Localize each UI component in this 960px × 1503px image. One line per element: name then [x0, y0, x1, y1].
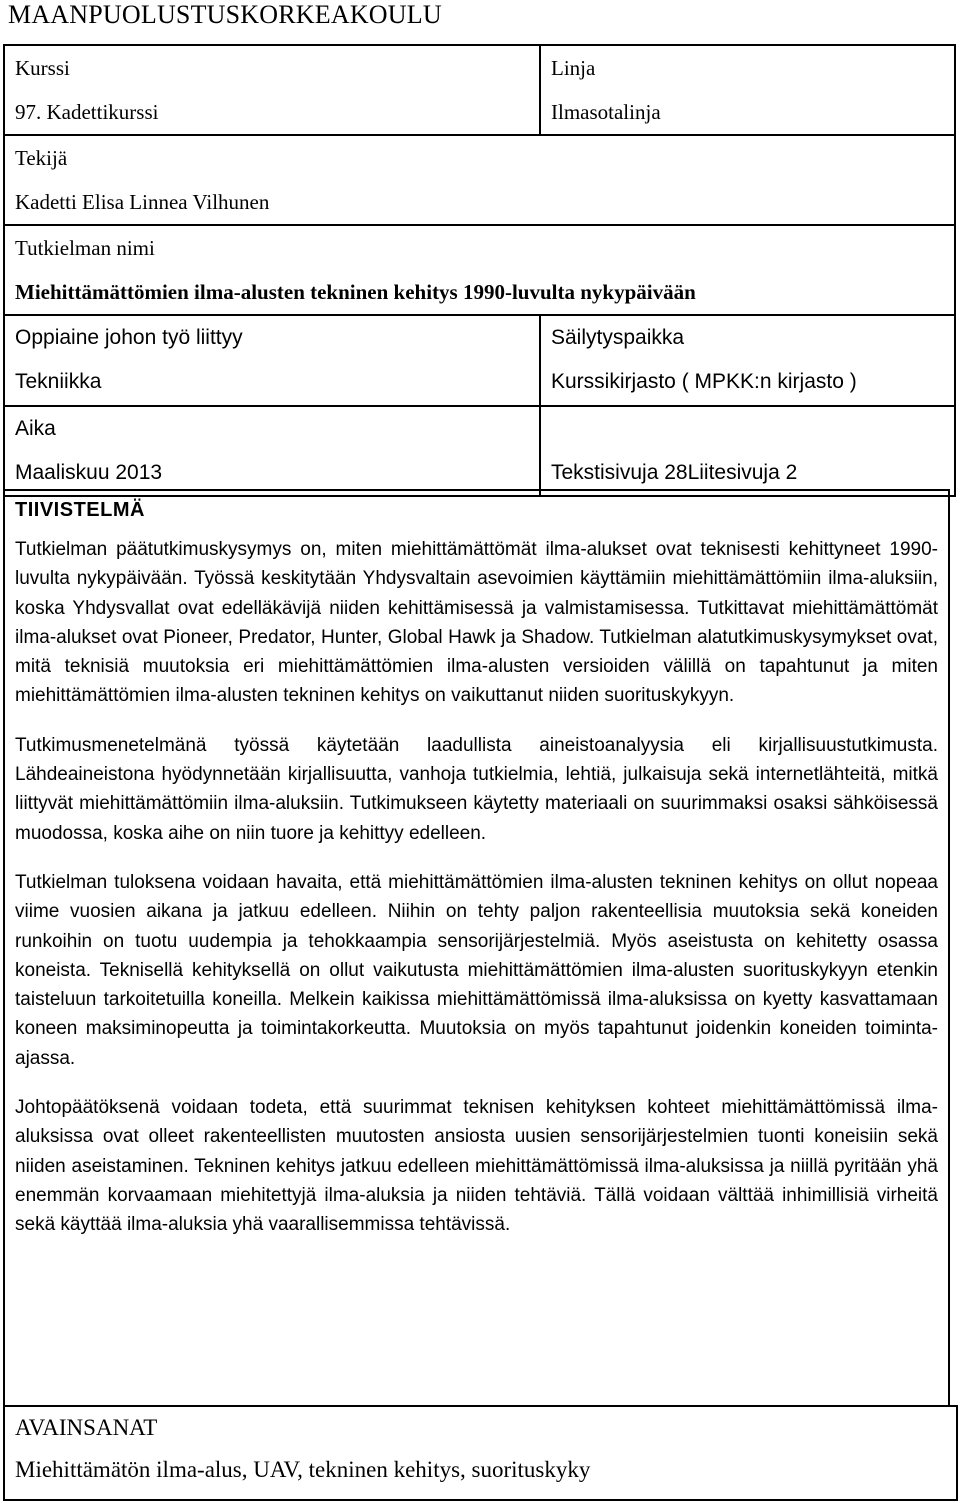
course-value: 97. Kadettikurssi	[15, 100, 159, 124]
storage-cell	[540, 315, 955, 406]
author-value: Kadetti Elisa Linnea Vilhunen	[15, 190, 270, 214]
course-label: Kurssi	[15, 56, 70, 80]
time-cell	[4, 406, 540, 496]
author-label: Tekijä	[15, 146, 68, 170]
thesis-title-value: Miehittämättömien ilma-alusten tekninen kehitys 1990-luvulta nykypäivään	[15, 280, 696, 304]
abstract-title: TIIVISTELMÄ	[15, 499, 145, 521]
subject-label: Oppiaine johon työ liittyy	[15, 326, 243, 349]
course-cell	[4, 45, 540, 135]
pages-cell	[540, 406, 955, 496]
line-cell	[540, 45, 955, 135]
abstract-paragraph: Tutkimusmenetelmänä työssä käytetään laadullista aineistoanalyysia eli kirjallisuustutkimusta. Lähdeaineistona hyödynnetään kirjallisuutta, vanhoja tutkielmia, lehtiä, julkaisuja sekä internetlähteitä, mitkä liittyvät miehittämättömiin ilma-aluksiin. Tutkimukseen käytetty materiaali on suurimmaksi osaksi sähköisessä muodossa, koska aihe on niin tuore ja kehittyy edelleen.	[15, 734, 938, 844]
subject-cell	[4, 315, 540, 406]
time-value: Maaliskuu 2013	[15, 461, 163, 484]
subject-value: Tekniikka	[15, 370, 102, 393]
abstract-paragraph: Johtopäätöksenä voidaan todeta, että suurimmat teknisen kehityksen kohteet miehittämättömissä ilma-aluksissa ovat olleet rakenteellisten muutosten ansiosta uusien sensorijärjestelmien tuonti koneisiin sekä niiden aseistaminen. Tekninen kehitys jatkuu edelleen miehittämättömissä ilma-aluksissa ja niillä pyritään yhä enemmän korvaamaan miehitettyjä ilma-aluksia ja niiden tehtäviä. Tällä voidaan välttää inhimillisiä virheitä sekä käyttää ilma-aluksia yhä vaarallisemmissa tehtävissä.	[15, 1097, 938, 1236]
abstract-section	[3, 489, 950, 1407]
thesis-title-label: Tutkielman nimi	[15, 236, 155, 260]
abstract-paragraph: Tutkielman tuloksena voidaan havaita, että miehittämättömien ilma-alusten tekninen kehitys on ollut nopeaa viime vuosien aikana ja jatkuu edelleen. Niihin on tehty paljon rakenteellisia muutoksia sekä koneiden runkoihin on tuotu uudempia ja tehokkaampia sensorijärjestelmiä. Myös aseistusta on kehitetty osassa koneista. Teknisellä kehityksellä on ollut vaikutusta miehittämättömien ilma-alusten suorituskykyyn etenkin taisteluun tarkoitetuilla koneilla. Melkein kaikissa miehittämättömissä ilma-aluksissa on kyetty kasvattamaan koneen maksiminopeutta ja toimintakorkeutta. Muutoksia on myös tapahtunut joidenkin koneiden toiminta-ajassa.	[15, 871, 938, 1069]
thesis-info-form	[3, 44, 956, 497]
text-pages: Tekstisivuja 28	[551, 461, 688, 484]
thesis-title-cell	[4, 225, 955, 315]
appendix-pages: Liitesivuja 2	[687, 461, 798, 484]
keywords-value: Miehittämätön ilma-alus, UAV, tekninen kehitys, suorituskyky	[15, 1457, 591, 1482]
abstract-paragraph: Tutkielman päätutkimuskysymys on, miten miehittämättömät ilma-alukset ovat teknisesti kehittyneet 1990-luvulta nykypäivään. Työssä keskitytään Yhdysvaltain asevoimien käyttämiin miehittämättömiin ilma-aluksiin, koska Yhdysvallat ovat edelläkävijä niiden kehittämisessä ja valmistamisessa. Tutkittavat miehittämättömät ilma-alukset ovat Pioneer, Predator, Hunter, Global Hawk ja Shadow. Tutkielman alatutkimuskysymykset ovat, mitä teknisiä muutoksia eri miehittämättömien ilma-alusten versioiden välillä on tapahtunut ja miten miehittämättömien ilma-alusten tekninen kehitys on vaikuttanut niiden suorituskykyyn.	[15, 539, 938, 707]
storage-value: Kurssikirjasto ( MPKK:n kirjasto )	[551, 370, 857, 393]
institution-header: MAANPUOLUSTUSKORKEAKOULU	[8, 0, 442, 29]
author-cell	[4, 135, 955, 225]
line-value: Ilmasotalinja	[551, 100, 661, 124]
time-label: Aika	[15, 417, 56, 440]
keywords-title: AVAINSANAT	[15, 1415, 158, 1440]
storage-label: Säilytyspaikka	[551, 326, 685, 349]
line-label: Linja	[551, 56, 596, 80]
keywords-section	[3, 1405, 958, 1501]
